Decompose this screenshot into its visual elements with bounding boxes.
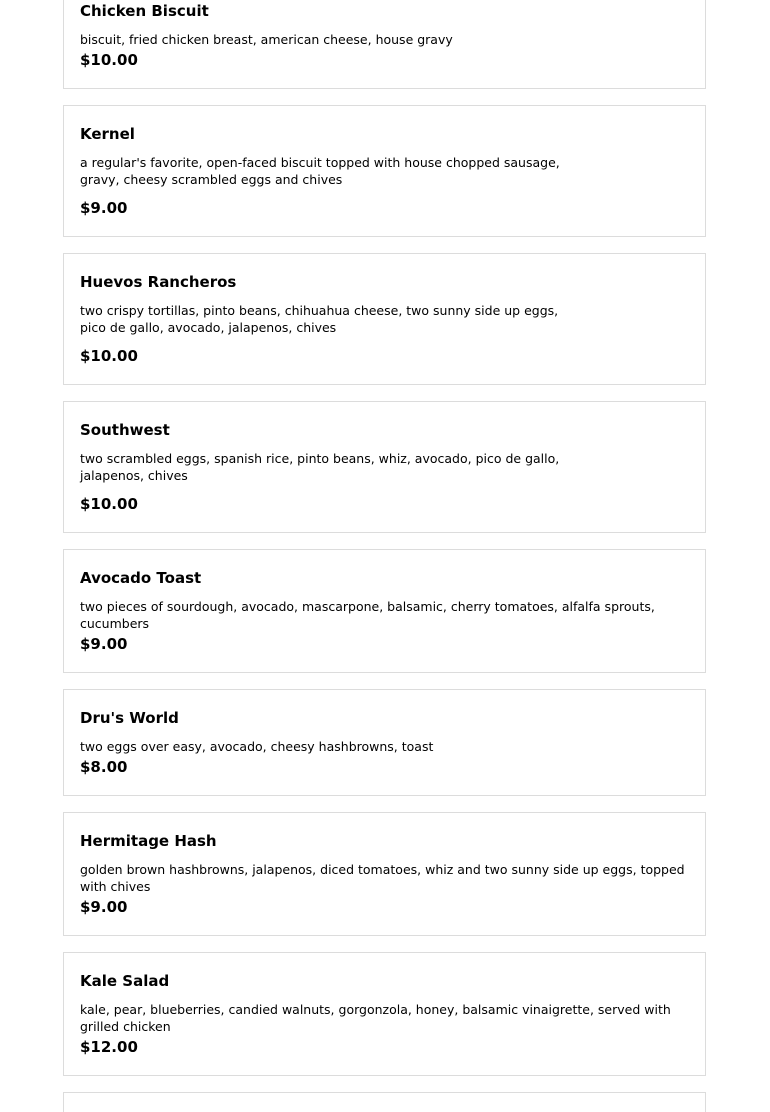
menu-item-price: $9.00 <box>80 635 128 653</box>
menu-item-description: golden brown hashbrowns, jalapenos, diced tomatoes, whiz and two sunny side up eggs, topped with chives <box>80 862 685 894</box>
menu-item-description: two eggs over easy, avocado, cheesy hashbrowns, toast <box>80 739 434 754</box>
menu-item-name: Avocado Toast <box>80 569 202 587</box>
menu-item-card[interactable] <box>63 952 706 1076</box>
menu-item-description: two scrambled eggs, spanish rice, pinto beans, whiz, avocado, pico de gallo, jalapenos, chives <box>80 451 560 483</box>
menu-item-price: $9.00 <box>80 898 128 916</box>
menu-item-description: a regular's favorite, open-faced biscuit topped with house chopped sausage, gravy, cheesy scrambled eggs and chives <box>80 155 560 187</box>
menu-item-card[interactable] <box>63 812 706 936</box>
menu-item-card[interactable] <box>63 253 706 385</box>
menu-item-card[interactable] <box>63 0 706 89</box>
menu-item-card[interactable] <box>63 105 706 237</box>
menu-item-price: $9.00 <box>80 199 128 217</box>
menu-item-description: two pieces of sourdough, avocado, mascarpone, balsamic, cherry tomatoes, alfalfa sprouts, cucumbers <box>80 599 655 631</box>
menu-item-name: Huevos Rancheros <box>80 273 237 291</box>
menu-item-description: kale, pear, blueberries, candied walnuts, gorgonzola, honey, balsamic vinaigrette, served with grilled chicken <box>80 1002 671 1034</box>
menu-item-name: Kernel <box>80 125 135 143</box>
menu-item-name: Dru's World <box>80 709 179 727</box>
menu-item-name: Southwest <box>80 421 170 439</box>
menu-item-card[interactable] <box>63 549 706 673</box>
menu-item-name: Kale Salad <box>80 972 170 990</box>
menu-item-card[interactable] <box>63 689 706 796</box>
menu-item-price: $10.00 <box>80 495 138 513</box>
menu-item-price: $8.00 <box>80 758 128 776</box>
menu-item-name: Hermitage Hash <box>80 832 217 850</box>
menu-item-card[interactable] <box>63 401 706 533</box>
menu-item-description: two crispy tortillas, pinto beans, chihuahua cheese, two sunny side up eggs, pico de gallo, avocado, jalapenos, chives <box>80 303 559 335</box>
menu-item-description: biscuit, fried chicken breast, american cheese, house gravy <box>80 32 453 47</box>
menu-item-price: $10.00 <box>80 347 138 365</box>
menu-item-card[interactable] <box>63 1092 706 1112</box>
menu-item-price: $12.00 <box>80 1038 138 1056</box>
menu-item-price: $10.00 <box>80 51 138 69</box>
menu-item-name: Chicken Biscuit <box>80 2 209 20</box>
